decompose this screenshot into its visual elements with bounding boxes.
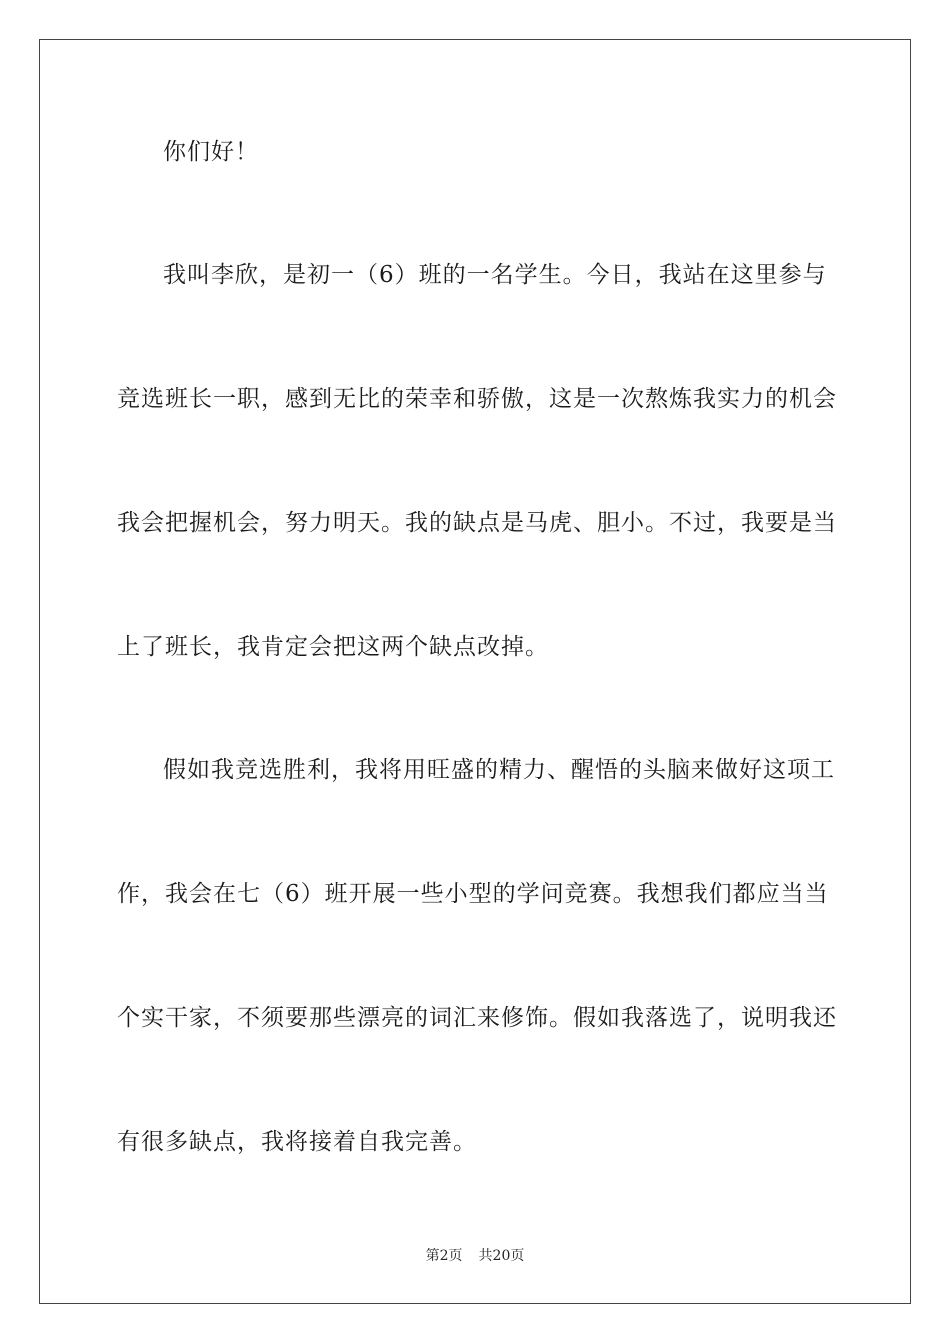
page-border bbox=[39, 39, 911, 1304]
body-line: 我叫李欣，是初一（6）班的一名学生。今日，我站在这里参与 bbox=[163, 262, 827, 288]
body-line: 有很多缺点，我将接着自我完善。 bbox=[117, 1129, 477, 1155]
greeting-line: 你们好！ bbox=[163, 139, 259, 165]
page-number: 第2页 bbox=[425, 1248, 463, 1264]
body-line: 假如我竞选胜利，我将用旺盛的精力、醒悟的头脑来做好这项工 bbox=[163, 757, 835, 783]
body-line: 上了班长，我肯定会把这两个缺点改掉。 bbox=[117, 634, 549, 660]
page-footer bbox=[0, 1246, 950, 1266]
page-total: 共20页 bbox=[478, 1248, 525, 1264]
body-line: 作，我会在七（6）班开展一些小型的学问竞赛。我想我们都应当当 bbox=[117, 881, 829, 907]
body-line: 我会把握机会，努力明天。我的缺点是马虎、胆小。不过，我要是当 bbox=[117, 510, 837, 536]
body-line: 竞选班长一职，感到无比的荣幸和骄傲，这是一次熬炼我实力的机会 bbox=[117, 386, 837, 412]
body-line: 个实干家，不须要那些漂亮的词汇来修饰。假如我落选了，说明我还 bbox=[117, 1005, 837, 1031]
